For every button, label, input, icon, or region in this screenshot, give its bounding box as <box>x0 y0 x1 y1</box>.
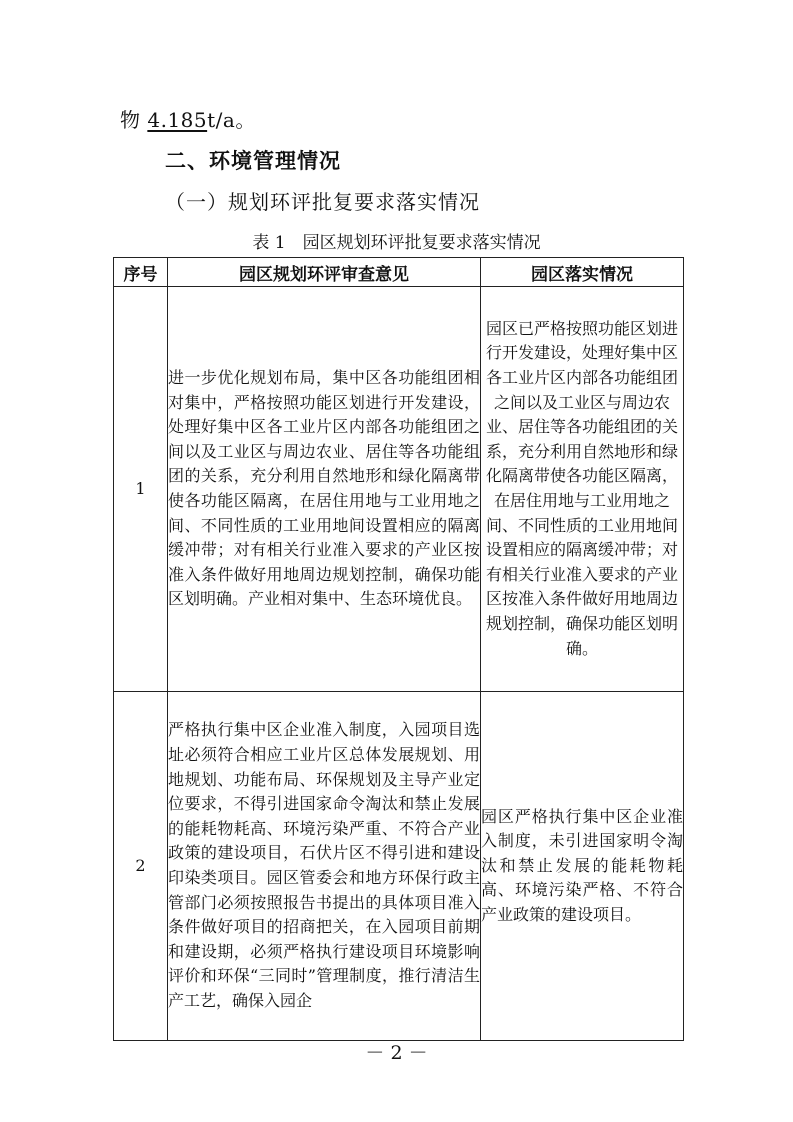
requirements-table <box>113 257 684 1041</box>
row-number: 1 <box>114 287 168 692</box>
table-caption: 表 1 园区规划环评批复要求落实情况 <box>252 233 541 253</box>
intro-value: 4.185 <box>147 108 208 132</box>
intro-unit: t/a。 <box>207 108 256 132</box>
table-row <box>114 287 684 692</box>
header-status: 园区落实情况 <box>481 258 684 287</box>
header-opinion: 园区规划环评审查意见 <box>168 258 481 287</box>
row-status: 园区已严格按照功能区划进行开发建设，处理好集中区各工业片区内部各功能组团之间以及工业区与周边农业、居住等各功能组团的关系，充分利用自然地形和绿化隔离带使各功能区隔离，在居住用地与工业用地之间、不同性质的工业用地间设置相应的隔离缓冲带；对有相关行业准入要求的产业区按准入条件做好用地周边规划控制，确保功能区划明确。 <box>481 287 684 692</box>
page-number: － 2 － <box>365 1042 428 1064</box>
table-row <box>114 692 684 1041</box>
intro-prefix: 物 <box>120 108 148 132</box>
subsection-heading: （一）规划环评批复要求落实情况 <box>165 190 480 214</box>
header-no: 序号 <box>114 258 168 287</box>
table-header-row <box>114 258 684 287</box>
row-opinion: 进一步优化规划布局，集中区各功能组团相对集中，严格按照功能区划进行开发建设，处理好集中区各工业片区内部各功能组团之间以及工业区与周边农业、居住等各功能组团的关系，充分利用自然地形和绿化隔离带使各功能区隔离，在居住用地与工业用地之间、不同性质的工业用地间设置相应的隔离缓冲带；对有相关行业准入要求的产业区按准入条件做好用地周边规划控制，确保功能区划明确。产业相对集中、生态环境优良。 <box>168 287 481 692</box>
row-status: 园区严格执行集中区企业准入制度，未引进国家明令淘汰和禁止发展的能耗物耗高、环境污染严格、不符合产业政策的建设项目。 <box>481 692 684 1041</box>
row-number: 2 <box>114 692 168 1041</box>
row-opinion: 严格执行集中区企业准入制度，入园项目选址必须符合相应工业片区总体发展规划、用地规划、功能布局、环保规划及主导产业定位要求，不得引进国家命令淘汰和禁止发展的能耗物耗高、环境污染严重、不符合产业政策的建设项目，石伏片区不得引进和建设印染类项目。园区管委会和地方环保行政主管部门必须按照报告书提出的具体项目准入条件做好项目的招商把关，在入园项目前期和建设期，必须严格执行建设项目环境影响评价和环保“三同时”管理制度，推行清洁生产工艺，确保入园企 <box>168 692 481 1041</box>
section-heading: 二、环境管理情况 <box>165 149 341 173</box>
intro-line <box>120 104 256 133</box>
